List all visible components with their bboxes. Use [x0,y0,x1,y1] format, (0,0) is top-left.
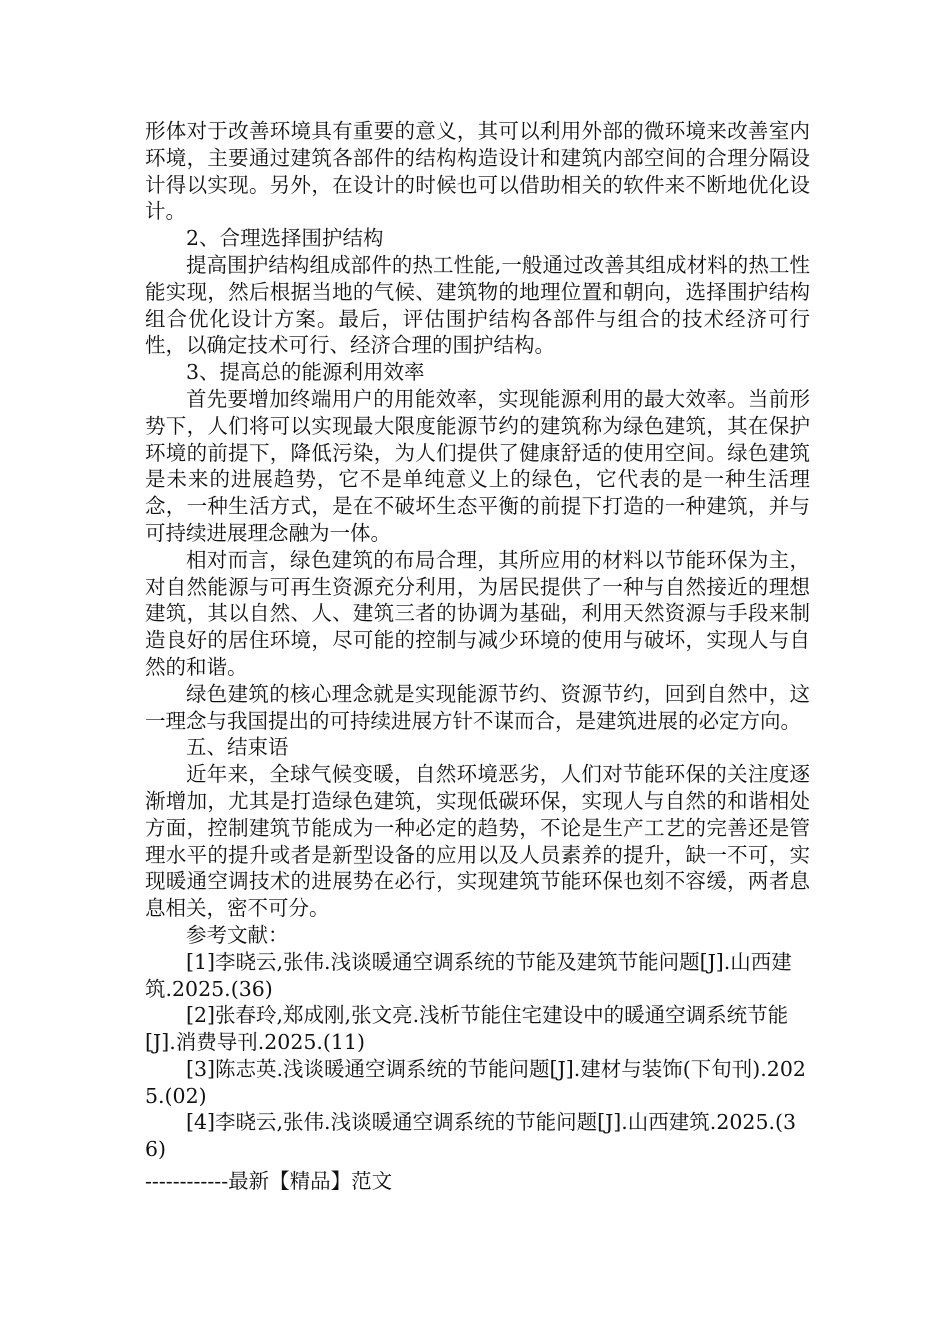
section-heading-3: 3、提高总的能源利用效率 [186,360,425,385]
paragraph-green-building-core: 绿色建筑的核心理念就是实现能源节约、资源节约，回到自然中，这一理念与我国提出的可持续进展方针不谋而合，是建筑进展的必定方向。 [145,681,810,733]
page-footer: ------------最新【精品】范文 [145,1169,393,1193]
reference-item: [3]陈志英.浅谈暖通空调系统的节能问题[J].建材与装饰(下旬刊).2025.(02) [145,1056,806,1108]
paragraph-continued: 形体对于改善环境具有重要的意义，其可以利用外部的微环境来改善室内环境，主要通过建筑各部件的结构构造设计和建筑内部空间的合理分隔设计得以实现。另外，在设计的时候也可以借助相关的软件来不断地优化设计。 [145,119,810,224]
paragraph-energy-efficiency: 首先要增加终端用户的用能效率，实现能源利用的最大效率。当前形势下，人们将可以实现最大限度能源节约的建筑称为绿色建筑，其在保护环境的前提下，降低污染，为人们提供了健康舒适的使用空间。绿色建筑是未来的进展趋势，它不是单纯意义上的绿色，它代表的是一种生活理念，一种生活方式，是在不破坏生态平衡的前提下打造的一种建筑，并与可持续进展理念融为一体。 [145,386,810,545]
paragraph-conclusion: 近年来，全球气候变暖，自然环境恶劣，人们对节能环保的关注度逐渐增加，尤其是打造绿色建筑，实现低碳环保，实现人与自然的和谐相处方面，控制建筑节能成为一种必定的趋势，不论是生产工艺的完善还是管理水平的提升或者是新型设备的应用以及人员素养的提升，缺一不可，实现暖通空调技术的进展势在必行，实现建筑节能环保也刻不容缓，两者息息相关，密不可分。 [145,762,810,921]
section-heading-conclusion: 五、结束语 [186,735,289,760]
paragraph-green-building-layout: 相对而言，绿色建筑的布局合理，其所应用的材料以节能环保为主，对自然能源与可再生资源充分利用，为居民提供了一种与自然接近的理想建筑，其以自然、人、建筑三者的协调为基础，利用天然资源与手段来制造良好的居住环境，尽可能的控制与减少环境的使用与破坏，实现人与自然的和谐。 [145,547,810,679]
document-body [145,118,810,1163]
references-title: 参考文献： [186,922,289,947]
reference-item: [1]李晓云,张伟.浅谈暖通空调系统的节能及建筑节能问题[J].山西建筑.2025.(36) [145,949,792,1001]
reference-item: [4]李晓云,张伟.浅谈暖通空调系统的节能问题[J].山西建筑.2025.(36) [145,1110,797,1162]
paragraph-envelope: 提高围护结构组成部件的热工性能,一般通过改善其组成材料的热工性能实现，然后根据当地的气候、建筑物的地理位置和朝向，选择围护结构组合优化设计方案。最后，评估围护结构各部件与组合的技术经济可行性，以确定技术可行、经济合理的围护结构。 [145,252,810,358]
reference-item: [2]张春玲,郑成刚,张文亮.浅析节能住宅建设中的暖通空调系统节能[J].消费导刊.2025.(11) [145,1003,789,1055]
section-heading-2: 2、合理选择围护结构 [186,226,384,251]
